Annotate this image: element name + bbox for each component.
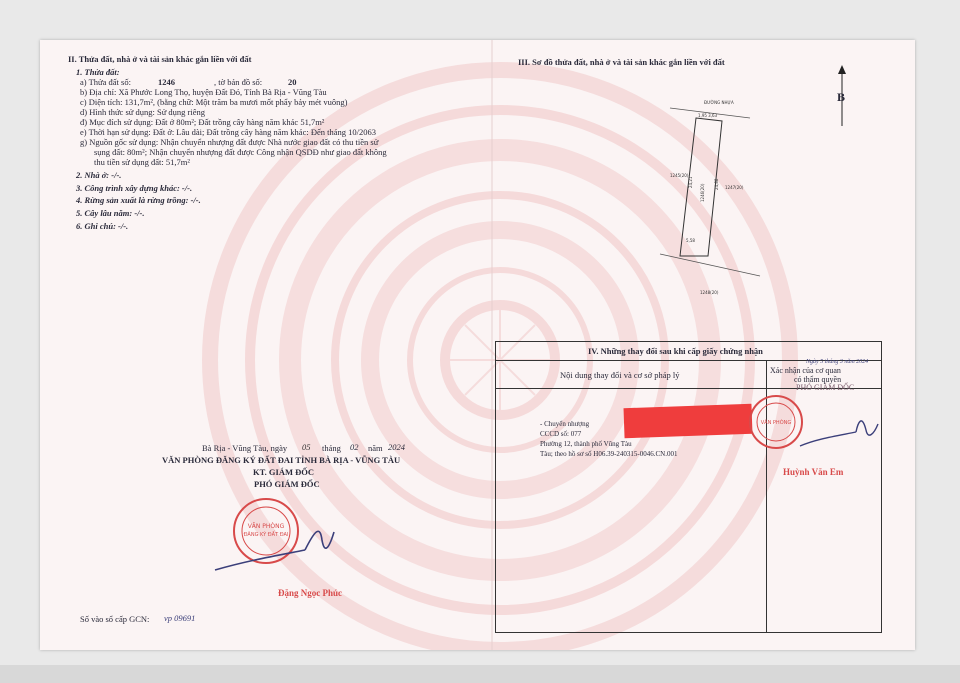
bottom-strip (0, 665, 960, 683)
entry-line-2: CCCD số: 077 (540, 430, 582, 438)
confirm-deputy: PHÓ GIÁM ĐỐC (796, 383, 855, 392)
parcel-number-label: a) Thửa đất số: (80, 77, 131, 87)
north-label: B (837, 90, 846, 104)
map-left-neighbor: 1245(20) (670, 173, 689, 178)
svg-text:VĂN PHÒNG: VĂN PHÒNG (247, 523, 285, 530)
usage-purpose-line: đ) Mục đích sử dụng: Đất ở 80m²; Đất trồng cây hàng năm khác 51,7m² (80, 117, 325, 127)
col2-header-line2: có thẩm quyền (794, 375, 842, 384)
confirm-date: Ngày 5 tháng 3 năm 2024 (806, 359, 869, 365)
map-parcel-label: 1246(20) (700, 183, 705, 202)
changes-table-title: IV. Những thay đổi sau khi cấp giấy chứng nhận (588, 346, 763, 356)
item1-title: 1. Thửa đất: (76, 67, 120, 77)
map-sheet-value: 20 (288, 77, 297, 87)
area-line: c) Diện tích: 131,7m², (bằng chữ: Một trăm ba mươi mốt phẩy bảy mét vuông) (80, 97, 348, 107)
parcel-number-value: 1246 (158, 77, 175, 87)
item5-perennial: 5. Cây lâu năm: -/-. (76, 208, 145, 218)
issuing-office: VĂN PHÒNG ĐĂNG KÝ ĐẤT ĐAI TỈNH BÀ RỊA - VŨNG TÀU (162, 455, 401, 465)
redaction-mark (624, 404, 753, 438)
col2-header-line1: Xác nhận của cơ quan (770, 366, 841, 375)
item4-forest: 4. Rừng sản xuất là rừng trồng: -/-. (76, 195, 201, 205)
item3-construction: 3. Công trình xây dựng khác: -/-. (76, 183, 193, 193)
entry-line-3: Phường 12, thành phố Vũng Tàu (540, 440, 632, 448)
col1-header: Nội dung thay đổi và cơ sở pháp lý (560, 370, 680, 380)
map-road-label: ĐƯỜNG NHỰA (704, 100, 734, 105)
issue-day: 05 (302, 442, 311, 452)
map-bottom-dim: 5,58 (686, 238, 695, 243)
confirm-signer-name: Huỳnh Văn Em (783, 467, 844, 477)
entry-line-1: - Chuyển nhượng (540, 420, 590, 428)
certificate-page (40, 40, 915, 650)
origin-line-3: thu tiền sử dụng đất: 51,7m² (94, 157, 190, 167)
issue-year-label: năm (368, 443, 383, 453)
gcn-registry-label: Số vào sổ cấp GCN: (80, 614, 150, 624)
map-right-dim: 24,88 (714, 178, 719, 190)
left-section-title: II. Thửa đất, nhà ở và tài sản khác gắn liền với đất (68, 54, 252, 64)
map-right-neighbor: 1247(20) (725, 185, 744, 190)
item2-house: 2. Nhà ở: -/-. (76, 170, 122, 180)
changes-table (495, 341, 882, 633)
origin-line-2: sụng đất: 80m²; Nhận chuyển nhượng đất được Công nhận QSDĐ như giao đất không (94, 147, 387, 157)
map-left-dim: 24,21 (688, 176, 693, 188)
kt-director: KT. GIÁM ĐỐC (253, 467, 314, 477)
address-line: b) Địa chỉ: Xã Phước Long Thọ, huyện Đất Đỏ, Tỉnh Bà Rịa - Vũng Tàu (80, 87, 327, 97)
signature-right (796, 404, 881, 454)
signer-name-left: Đặng Ngọc Phúc (278, 588, 343, 598)
svg-text:ĐĂNG KÝ ĐẤT ĐAI: ĐĂNG KÝ ĐẤT ĐAI (243, 532, 289, 538)
issue-month-label: tháng (322, 443, 341, 453)
origin-line-1: g) Nguồn gốc sử dụng: Nhận chuyển nhượng đất được Nhà nước giao đất có thu tiền sử (80, 137, 379, 147)
gcn-registry-value: vp 09691 (164, 613, 196, 623)
issue-month: 02 (350, 442, 359, 452)
map-top-dims: 1,95 3,63 (698, 113, 718, 118)
map-sheet-label: , tờ bản đồ số: (214, 77, 263, 87)
svg-text:VĂN PHÒNG: VĂN PHÒNG (760, 420, 792, 426)
entry-line-4: Tàu; theo hồ sơ số H06.39-240315-0046.CN.001 (540, 450, 678, 458)
issue-year: 2024 (388, 442, 405, 452)
signature-left (210, 510, 350, 580)
parcel-map (630, 96, 780, 296)
usage-term-line: e) Thời hạn sử dụng: Đất ở: Lâu dài; Đất trồng cây hàng năm khác: Đến tháng 10/2063 (80, 127, 376, 137)
usage-form-line: d) Hình thức sử dụng: Sử dụng riêng (80, 107, 206, 117)
right-section-title: III. Sơ đồ thửa đất, nhà ở và tài sản khác gắn liền với đất (518, 57, 725, 67)
map-bottom-neighbor: 1248(20) (700, 290, 719, 295)
deputy-director: PHÓ GIÁM ĐỐC (254, 479, 320, 489)
item6-note: 6. Ghi chú: -/-. (76, 221, 129, 231)
issue-place: Bà Rịa - Vũng Tàu, ngày (202, 443, 288, 453)
